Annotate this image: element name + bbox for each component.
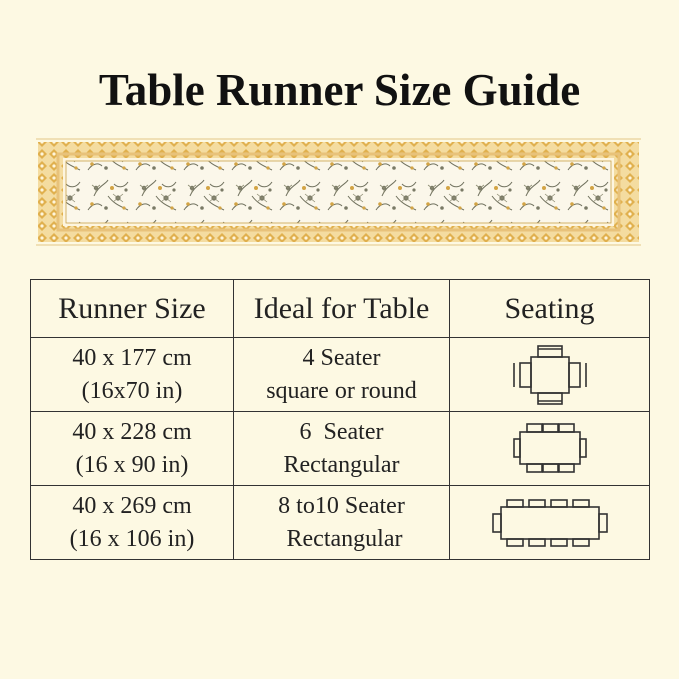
table-row [31, 412, 650, 486]
six-seat-table-icon [513, 423, 587, 475]
size-cm: 40 x 269 cm [72, 492, 192, 519]
ideal-table-cell [234, 412, 450, 486]
table-row [31, 486, 650, 560]
seater-count: 6 Seater [299, 418, 384, 445]
size-in: (16 x 90 in) [75, 451, 189, 478]
seater-count: 4 Seater [302, 344, 381, 371]
size-in: (16 x 106 in) [69, 525, 195, 552]
table-shape: Rectangular [280, 525, 403, 552]
table-row [31, 338, 650, 412]
table-header-row [31, 280, 650, 338]
runner-size-cell [31, 486, 234, 560]
size-cm: 40 x 177 cm [72, 344, 192, 371]
table-shape: square or round [266, 377, 417, 404]
page-title: Table Runner Size Guide [98, 65, 581, 115]
size-cm: 40 x 228 cm [72, 418, 192, 445]
size-guide-table [30, 279, 650, 560]
eight-ten-seat-table-icon [491, 499, 609, 547]
table-shape: Rectangular [283, 451, 400, 478]
runner-size-cell [31, 412, 234, 486]
seater-count: 8 to10 Seater [278, 492, 405, 519]
size-in: (16x70 in) [81, 377, 183, 404]
seating-cell [450, 412, 650, 486]
ideal-table-cell [234, 338, 450, 412]
ideal-table-cell [234, 486, 450, 560]
floral-table-runner-image [36, 136, 641, 248]
header-ideal-for-table: Ideal for Table [234, 280, 450, 338]
runner-size-cell [31, 338, 234, 412]
header-runner-size: Runner Size [31, 280, 234, 338]
four-seat-table-icon [511, 345, 589, 405]
seating-cell [450, 338, 650, 412]
seating-cell [450, 486, 650, 560]
header-seating: Seating [450, 280, 650, 338]
